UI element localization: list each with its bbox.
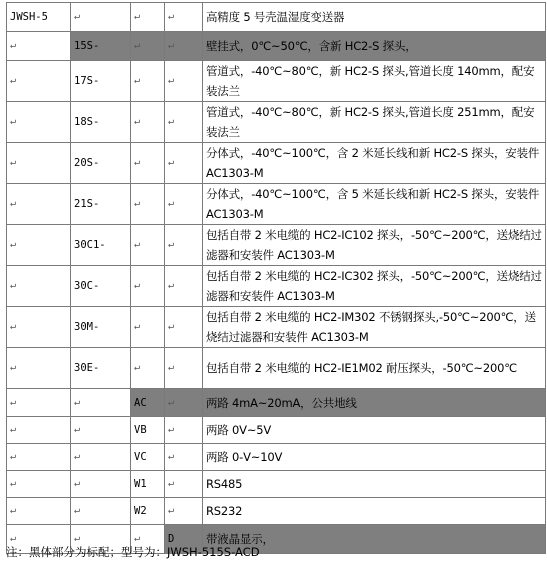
code-cell: ↵ — [7, 32, 71, 61]
code-cell: ↵ — [165, 61, 203, 102]
code-cell: ↵ — [131, 266, 165, 307]
description-cell: 两路 0-V~10V — [203, 444, 546, 471]
code-cell: ↵ — [7, 525, 71, 554]
code-cell: W1 — [131, 471, 165, 498]
code-cell: ↵ — [165, 307, 203, 348]
code-cell: ↵ — [7, 225, 71, 266]
code-cell: ↵ — [165, 225, 203, 266]
code-cell: ↵ — [165, 266, 203, 307]
code-cell: ↵ — [7, 498, 71, 525]
table-row — [7, 3, 546, 32]
table-row — [7, 143, 546, 184]
code-cell: ↵ — [131, 102, 165, 143]
code-cell: ↵ — [131, 525, 165, 554]
description-cell: 包括自带 2 米电缆的 HC2-IC102 探头，-50℃~200℃，送烧结过滤器和安装件 AC1303-M — [203, 225, 546, 266]
code-cell: 30C- — [71, 266, 131, 307]
code-cell: ↵ — [131, 225, 165, 266]
code-cell: 15S- — [71, 32, 131, 61]
description-cell: RS232 — [203, 498, 546, 525]
description-cell: 包括自带 2 米电缆的 HC2-IE1M02 耐压探头，-50℃~200℃ — [203, 348, 546, 389]
table-row — [7, 417, 546, 444]
code-cell: ↵ — [131, 184, 165, 225]
code-cell: ↵ — [7, 417, 71, 444]
code-cell: ↵ — [165, 471, 203, 498]
code-cell: ↵ — [7, 348, 71, 389]
description-cell: 包括自带 2 米电缆的 HC2-IC302 探头，-50℃~200℃，送烧结过滤器和安装件 AC1303-M — [203, 266, 546, 307]
code-cell: 21S- — [71, 184, 131, 225]
code-cell: ↵ — [165, 32, 203, 61]
code-cell: ↵ — [71, 417, 131, 444]
description-cell: 管道式，-40℃~80℃，新 HC2-S 探头,管道长度 140mm，配安装法兰 — [203, 61, 546, 102]
description-cell: RS485 — [203, 471, 546, 498]
code-cell: ↵ — [7, 61, 71, 102]
code-cell: ↵ — [71, 444, 131, 471]
code-cell: ↵ — [71, 3, 131, 32]
code-cell: ↵ — [131, 143, 165, 184]
code-cell: ↵ — [165, 417, 203, 444]
description-cell: 高精度 5 号壳温湿度变送器 — [203, 3, 546, 32]
code-cell: ↵ — [7, 389, 71, 417]
code-cell: ↵ — [131, 32, 165, 61]
table-row — [7, 266, 546, 307]
table-row — [7, 444, 546, 471]
code-cell: 30C1- — [71, 225, 131, 266]
code-cell: 18S- — [71, 102, 131, 143]
code-cell: ↵ — [7, 184, 71, 225]
code-cell: ↵ — [7, 102, 71, 143]
code-cell: 30M- — [71, 307, 131, 348]
code-cell: ↵ — [7, 307, 71, 348]
code-cell: ↵ — [165, 3, 203, 32]
code-cell: ↵ — [131, 3, 165, 32]
code-cell: ↵ — [165, 389, 203, 417]
code-cell: ↵ — [71, 525, 131, 554]
code-cell: ↵ — [71, 471, 131, 498]
table-row — [7, 498, 546, 525]
code-cell: ↵ — [71, 389, 131, 417]
code-cell: ↵ — [7, 266, 71, 307]
code-cell: D — [165, 525, 203, 554]
code-cell: ↵ — [7, 471, 71, 498]
code-cell: AC — [131, 389, 165, 417]
description-cell: 分体式，-40℃~100℃，含 5 米延长线和新 HC2-S 探头，安装件 AC1303-M — [203, 184, 546, 225]
code-cell: VC — [131, 444, 165, 471]
table-row — [7, 225, 546, 266]
code-cell: ↵ — [165, 348, 203, 389]
description-cell: 管道式，-40℃~80℃，新 HC2-S 探头,管道长度 251mm，配安装法兰 — [203, 102, 546, 143]
code-cell: JWSH-5 — [7, 3, 71, 32]
description-cell: 带液晶显示， — [203, 525, 546, 554]
table-row — [7, 389, 546, 417]
code-cell: ↵ — [131, 307, 165, 348]
code-cell: W2 — [131, 498, 165, 525]
code-cell: ↵ — [7, 444, 71, 471]
code-cell: ↵ — [71, 498, 131, 525]
code-cell: ↵ — [7, 143, 71, 184]
code-cell: ↵ — [165, 498, 203, 525]
code-cell: VB — [131, 417, 165, 444]
table-row — [7, 102, 546, 143]
table-row — [7, 184, 546, 225]
code-cell: ↵ — [131, 348, 165, 389]
table-row — [7, 32, 546, 61]
description-cell: 两路 4mA~20mA，公共地线 — [203, 389, 546, 417]
table-row — [7, 61, 546, 102]
footnote: 注：黑体部分为标配；型号为：JWSH-515S-ACD — [6, 545, 260, 559]
description-cell: 两路 0V~5V — [203, 417, 546, 444]
description-cell: 壁挂式，0℃~50℃，含新 HC2-S 探头， — [203, 32, 546, 61]
code-cell: 30E- — [71, 348, 131, 389]
table-row — [7, 307, 546, 348]
code-cell: 17S- — [71, 61, 131, 102]
code-cell: ↵ — [165, 143, 203, 184]
code-cell: ↵ — [131, 61, 165, 102]
description-cell: 分体式，-40℃~100℃，含 2 米延长线和新 HC2-S 探头，安装件 AC1303-M — [203, 143, 546, 184]
table-row — [7, 471, 546, 498]
model-selection-table — [6, 2, 546, 554]
code-cell: 20S- — [71, 143, 131, 184]
description-cell: 包括自带 2 米电缆的 HC2-IM302 不锈钢探头,-50℃~200℃，送烧结过滤器和安装件 AC1303-M — [203, 307, 546, 348]
code-cell: ↵ — [165, 444, 203, 471]
table-row — [7, 348, 546, 389]
code-cell: ↵ — [165, 184, 203, 225]
code-cell: ↵ — [165, 102, 203, 143]
